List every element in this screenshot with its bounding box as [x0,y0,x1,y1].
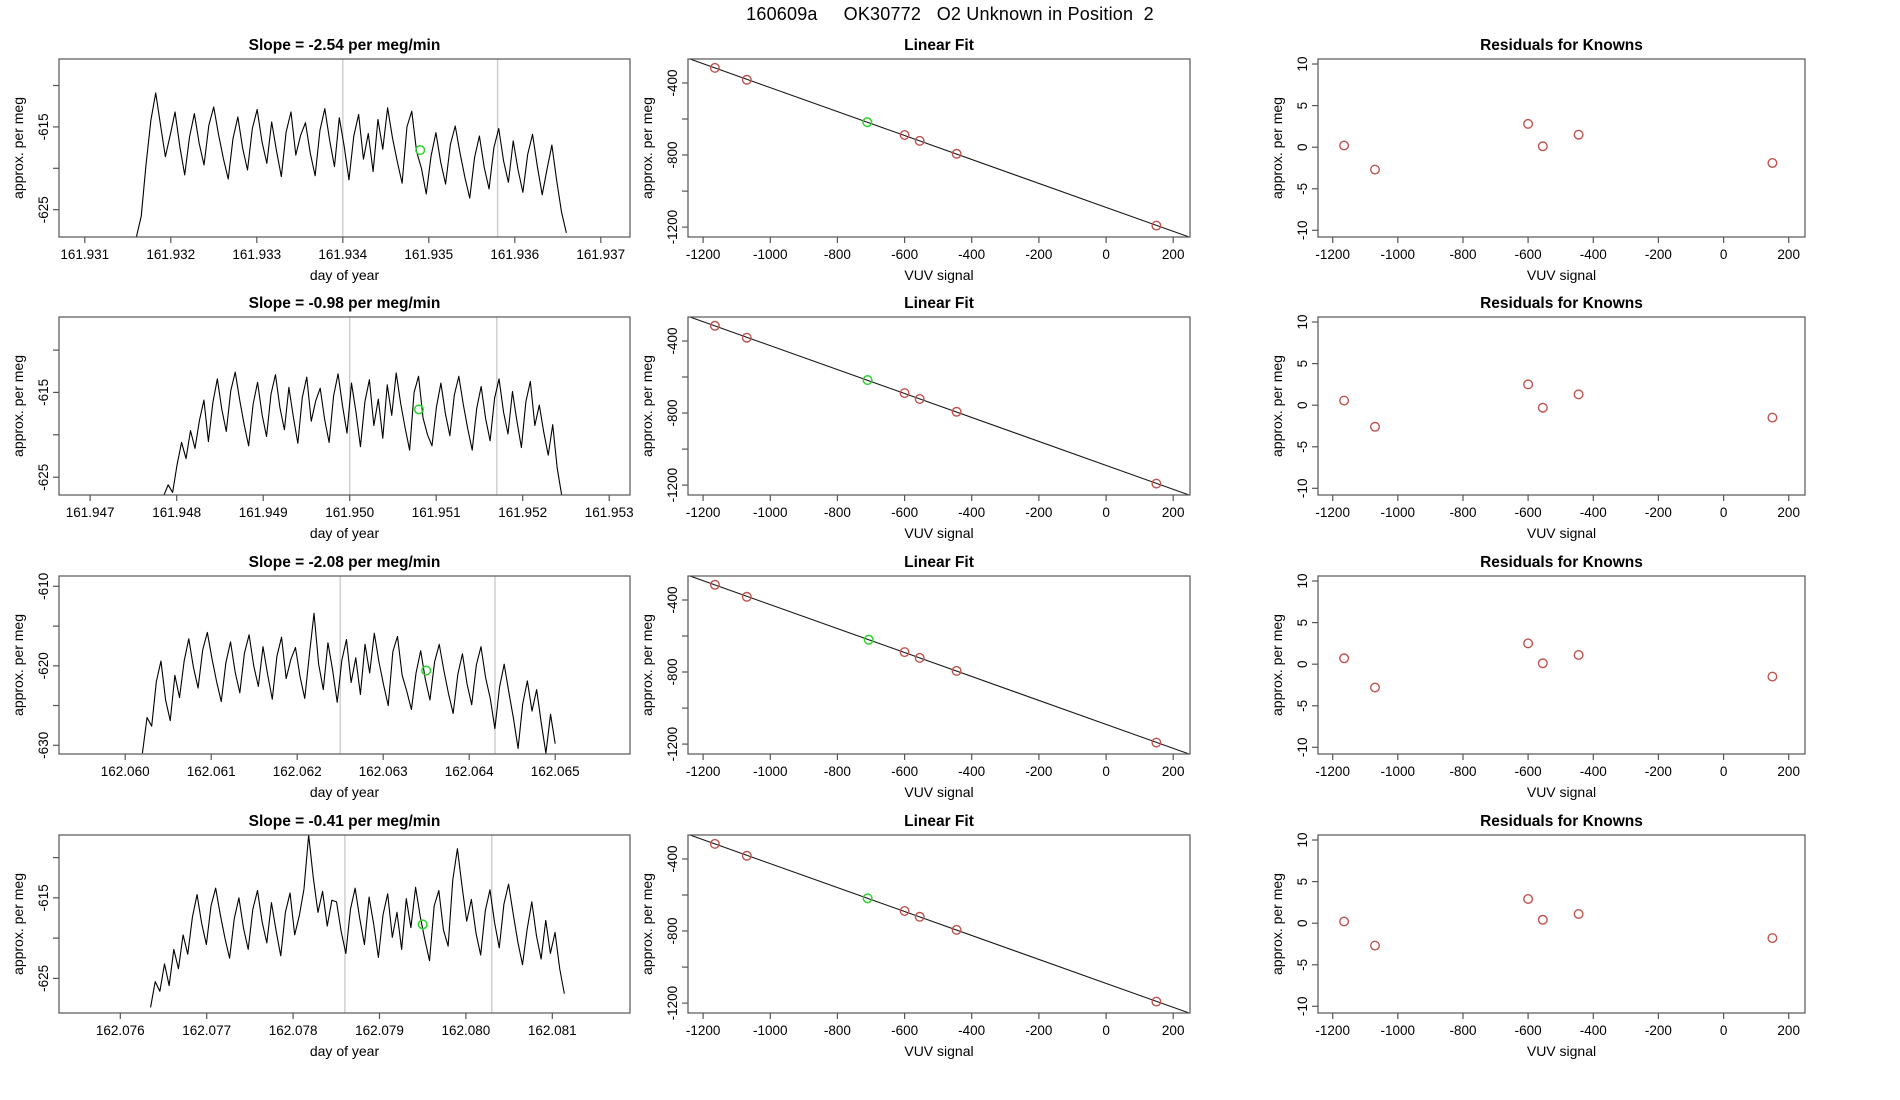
unknown-point [416,146,425,155]
x-tick-label: 200 [1777,1023,1800,1038]
x-tick-label: -800 [823,505,851,520]
panel [10,37,630,283]
x-tick-label: 200 [1777,505,1800,520]
y-tick-label: -1200 [665,985,680,1021]
x-tick-label: 161.951 [411,505,461,520]
x-tick-label: -600 [891,764,919,779]
x-tick-label: 162.061 [186,764,236,779]
x-tick-label: 200 [1161,1023,1185,1038]
known-point [1340,654,1349,663]
y-tick-label: -400 [665,586,680,614]
x-tick-label: -400 [958,764,986,779]
panel [10,554,630,800]
known-point [1539,403,1548,412]
x-tick-label: 200 [1777,247,1800,262]
x-tick-label: 162.060 [100,764,150,779]
x-tick-label: -600 [891,247,919,262]
x-tick-label: -1200 [1315,247,1350,262]
panel-title: Linear Fit [904,295,974,312]
panel-title: Slope = -2.54 per meg/min [248,37,441,54]
x-tick-label: -1200 [1315,764,1350,779]
x-tick-label: -800 [1449,247,1477,262]
x-tick-label: -1000 [753,505,788,520]
known-point [1371,165,1380,174]
x-tick-label: -200 [1025,247,1053,262]
known-point [1768,413,1777,422]
y-axis-label: approx. per meg [1269,355,1285,457]
panel [1269,37,1805,283]
y-tick-label: -615 [36,884,51,912]
x-axis-label: VUV signal [904,267,974,283]
x-tick-label: -600 [1514,505,1542,520]
known-point [1768,672,1777,681]
panel-content [142,613,555,753]
y-tick-label: -610 [36,572,51,600]
y-axis-label: approx. per meg [639,97,655,199]
fit-line [688,575,1190,754]
x-tick-label: 161.935 [404,247,454,262]
y-axis-label: approx. per meg [10,355,26,457]
y-tick-label: -10 [1295,220,1310,241]
panel-title: Residuals for Knowns [1480,37,1643,54]
x-tick-label: -1200 [685,764,721,779]
known-point [1574,651,1583,660]
panel-title: Slope = -0.98 per meg/min [248,295,441,312]
x-tick-label: 0 [1102,1023,1110,1038]
x-tick-label: -1200 [1315,1023,1350,1038]
known-point [1524,895,1533,904]
x-tick-label: 0 [1102,764,1110,779]
panel-box [1318,317,1805,495]
x-axis-label: VUV signal [904,525,974,541]
known-point [1539,659,1548,668]
x-tick-label: 161.947 [65,505,115,520]
figure-title: 160609a OK30772 O2 Unknown in Position 2 [746,4,1154,24]
x-tick-label: 162.079 [355,1023,404,1038]
x-tick-label: -400 [1579,505,1607,520]
panel-content [688,316,1190,495]
x-tick-label: -1000 [753,247,788,262]
known-point [1768,934,1777,943]
x-tick-label: -1200 [685,247,721,262]
x-axis-label: VUV signal [1526,784,1597,800]
x-tick-label: -400 [1579,1023,1607,1038]
known-point [1340,917,1349,926]
panel-box [59,576,630,754]
x-tick-label: -1200 [1315,505,1350,520]
x-tick-label: 0 [1102,247,1110,262]
x-tick-label: 161.948 [152,505,202,520]
y-axis-label: approx. per meg [639,355,655,457]
x-axis-label: VUV signal [1526,525,1597,541]
panel-box [1318,835,1805,1013]
x-tick-label: 162.065 [530,764,580,779]
panel-content [1340,639,1777,692]
y-tick-label: 5 [1295,618,1310,627]
y-axis-label: approx. per meg [10,614,26,716]
y-tick-label: -615 [36,113,51,141]
x-tick-label: 161.931 [60,247,110,262]
series-line [151,835,565,1007]
y-tick-label: -10 [1295,478,1310,499]
y-tick-label: -800 [665,658,680,686]
y-tick-label: 10 [1295,832,1310,848]
x-tick-label: -200 [1025,1023,1053,1038]
x-tick-label: 0 [1102,505,1110,520]
x-tick-label: -800 [823,247,851,262]
x-tick-label: -1200 [685,1023,721,1038]
x-tick-label: 162.076 [95,1023,145,1038]
y-tick-label: 10 [1295,56,1310,72]
known-point [1539,916,1548,925]
panel-content [164,372,562,496]
known-point [1371,941,1380,950]
x-tick-label: 162.080 [441,1023,491,1038]
x-tick-label: -200 [1644,1023,1672,1038]
y-axis-label: approx. per meg [1269,97,1285,199]
known-point [1340,396,1349,405]
x-tick-label: -1000 [1380,764,1416,779]
known-point [1768,159,1777,168]
panel-title: Residuals for Knowns [1480,295,1643,312]
x-tick-label: 0 [1719,764,1728,779]
x-tick-label: -200 [1025,764,1053,779]
panel-title: Linear Fit [904,37,974,54]
y-tick-label: -800 [665,399,680,427]
x-tick-label: 0 [1719,247,1728,262]
x-tick-label: -400 [958,505,986,520]
panel [1269,813,1805,1059]
x-tick-label: 161.950 [325,505,375,520]
known-point [1371,683,1380,692]
y-tick-label: -630 [36,731,51,759]
y-tick-label: 0 [1295,660,1310,668]
panel [10,295,634,541]
x-tick-label: 161.952 [498,505,548,520]
x-axis-label: VUV signal [1526,267,1597,283]
x-tick-label: 0 [1719,1023,1728,1038]
y-axis-label: approx. per meg [10,873,26,975]
x-tick-label: -800 [823,764,851,779]
x-tick-label: 161.932 [146,247,196,262]
y-tick-label: -5 [1295,958,1310,971]
y-tick-label: -1200 [665,726,680,762]
x-axis-label: day of year [309,525,380,541]
x-tick-label: -1200 [685,505,721,520]
x-tick-label: 161.934 [318,247,368,262]
y-tick-label: -800 [665,141,680,169]
fit-line [688,316,1190,495]
y-tick-label: -620 [36,652,51,680]
panel-content [136,93,566,237]
x-axis-label: VUV signal [1526,1043,1597,1059]
panel-content [1340,380,1777,431]
y-tick-label: 10 [1295,314,1310,330]
y-tick-label: -1200 [665,467,680,503]
y-tick-label: -400 [665,327,680,355]
x-tick-label: -600 [891,1023,919,1038]
known-point [1574,910,1583,919]
panel-content [1340,120,1777,174]
x-tick-label: -600 [1514,764,1542,779]
x-tick-label: -400 [958,1023,986,1038]
y-axis-label: approx. per meg [1269,614,1285,716]
x-tick-label: 0 [1719,505,1728,520]
known-point [1539,142,1548,151]
y-tick-label: -5 [1295,440,1310,453]
known-point [1574,390,1583,399]
panel-box [1318,59,1805,237]
x-tick-label: -800 [1449,764,1477,779]
panel [639,813,1190,1059]
panel [1269,554,1805,800]
y-tick-label: -10 [1295,737,1310,758]
x-tick-label: -1000 [753,764,788,779]
known-point [1340,141,1349,150]
y-tick-label: -800 [665,917,680,945]
y-tick-label: 5 [1295,101,1310,110]
panel-content [688,58,1190,237]
x-axis-label: VUV signal [904,784,974,800]
y-tick-label: -5 [1295,699,1310,712]
y-tick-label: -625 [36,463,51,491]
x-tick-label: -200 [1644,764,1672,779]
x-tick-label: -1000 [1380,247,1416,262]
x-axis-label: day of year [309,1043,380,1059]
known-point [1574,130,1583,139]
x-tick-label: -800 [823,1023,851,1038]
panel-box [59,317,630,495]
x-tick-label: -1000 [1380,505,1416,520]
x-axis-label: VUV signal [904,1043,974,1059]
y-tick-label: -400 [665,69,680,97]
y-axis-label: approx. per meg [10,97,26,199]
y-tick-label: 0 [1295,143,1310,151]
x-tick-label: -400 [1579,247,1607,262]
series-line [136,93,566,237]
panel [639,37,1190,283]
x-tick-label: -600 [1514,247,1542,262]
x-tick-label: 161.933 [232,247,282,262]
panel [639,295,1190,541]
panel-content [151,835,565,1007]
y-tick-label: -615 [36,378,51,406]
x-tick-label: -600 [1514,1023,1542,1038]
y-tick-label: -5 [1295,182,1310,195]
panel-content [1340,895,1777,950]
y-tick-label: -400 [665,845,680,873]
panel-title: Slope = -0.41 per meg/min [248,813,441,830]
panel [1269,295,1805,541]
x-tick-label: -800 [1449,505,1477,520]
panel-title: Residuals for Knowns [1480,554,1643,571]
x-tick-label: -200 [1025,505,1053,520]
x-tick-label: 162.063 [358,764,408,779]
x-tick-label: 161.949 [238,505,288,520]
y-tick-label: 5 [1295,359,1310,368]
x-axis-label: day of year [309,267,380,283]
y-tick-label: 10 [1295,573,1310,589]
x-tick-label: -1000 [1380,1023,1416,1038]
y-tick-label: 0 [1295,401,1310,409]
series-line [142,613,555,753]
x-tick-label: 162.064 [444,764,494,779]
x-tick-label: 162.077 [182,1023,232,1038]
series-line [164,372,562,496]
x-tick-label: 161.936 [490,247,540,262]
panel-title: Slope = -2.08 per meg/min [248,554,441,571]
x-tick-label: 161.937 [576,247,626,262]
y-tick-label: -1200 [665,209,680,245]
x-tick-label: 162.078 [268,1023,318,1038]
unknown-point [422,666,431,675]
known-point [1371,423,1380,432]
x-tick-label: -600 [891,505,919,520]
panel-title: Linear Fit [904,554,974,571]
y-axis-label: approx. per meg [639,873,655,975]
panel-title: Residuals for Knowns [1480,813,1643,830]
x-tick-label: 162.081 [527,1023,577,1038]
x-tick-label: -200 [1644,247,1672,262]
y-tick-label: 5 [1295,877,1310,886]
x-tick-label: -1000 [753,1023,788,1038]
x-tick-label: -800 [1449,1023,1477,1038]
x-tick-label: 200 [1161,505,1185,520]
panel-box [1318,576,1805,754]
x-tick-label: 200 [1161,247,1185,262]
y-axis-label: approx. per meg [639,614,655,716]
y-tick-label: -625 [36,196,51,224]
x-tick-label: 200 [1161,764,1185,779]
panel [639,554,1190,800]
known-point [1524,380,1533,389]
y-tick-label: 0 [1295,919,1310,927]
x-tick-label: -400 [1579,764,1607,779]
known-point [1524,639,1533,648]
panel-content [688,834,1190,1013]
x-tick-label: -400 [958,247,986,262]
panel-content [688,575,1190,754]
y-tick-label: -10 [1295,996,1310,1017]
known-point [1524,120,1533,129]
x-tick-label: 161.953 [584,505,634,520]
panel-title: Linear Fit [904,813,974,830]
x-tick-label: -200 [1644,505,1672,520]
y-tick-label: -625 [36,964,51,992]
x-tick-label: 200 [1777,764,1800,779]
x-axis-label: day of year [309,784,380,800]
fit-line [688,58,1190,237]
x-tick-label: 162.062 [272,764,322,779]
panel [10,813,630,1059]
y-axis-label: approx. per meg [1269,873,1285,975]
fit-line [688,834,1190,1013]
